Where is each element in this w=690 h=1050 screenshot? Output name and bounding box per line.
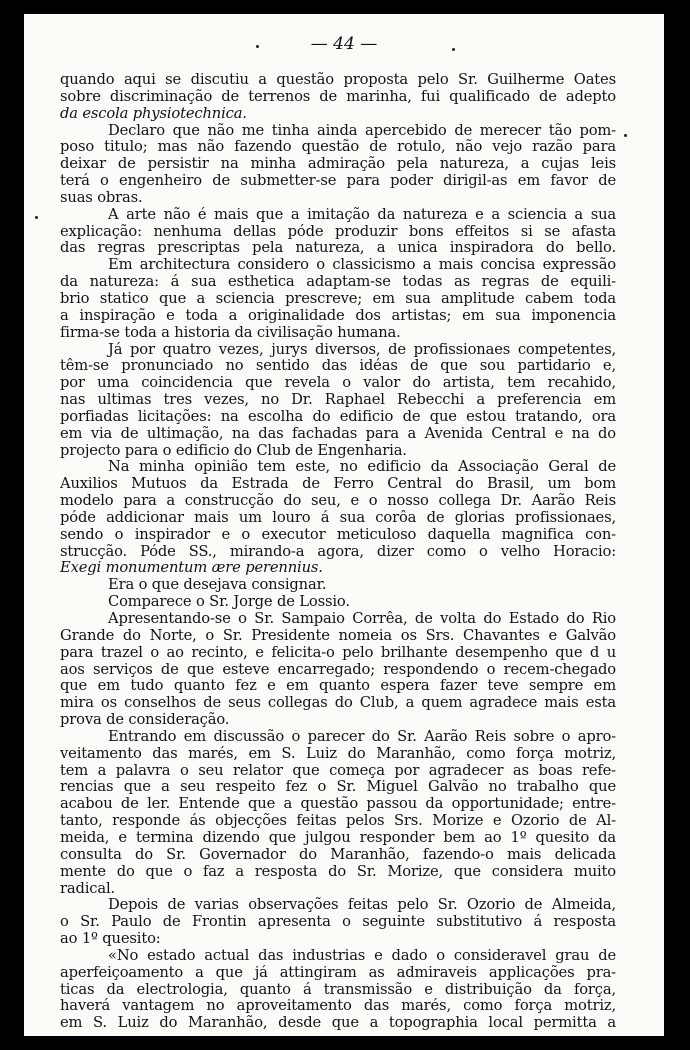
text-line: haverá vantagem no aproveitamento das marés, como força motriz, [60,998,616,1015]
text-line: póde addicionar mais um louro á sua corôa de glorias profissionaes, [60,509,616,526]
text-line: poso titulo; mas não fazendo questão de rotulo, não vejo razão para [60,139,616,156]
text-line: sobre discriminação de terrenos de marinha, fui qualificado de adepto [60,88,616,105]
text-line: Era o que desejava consignar. [108,577,327,594]
text-line: o Sr. Paulo de Frontin apresenta o seguinte substitutivo á resposta [60,914,616,931]
text-line: para trazel o ao recinto, e felicita-o pelo brilhante desempenho que d u [60,644,616,661]
text-line: Entrando em discussão o parecer do Sr. Aarão Reis sobre o apro- [108,728,616,745]
text-line: Na minha opinião tem este, no edificio da Associação Geral de [108,459,616,476]
text-line: Apresentando-se o Sr. Sampaio Corrêa, de volta do Estado do Rio [108,611,616,627]
body-text [60,72,616,1032]
text-line: que em tudo quanto fez e em quanto espera fazer teve sempre em [60,678,616,695]
text-line: Exegi monumentum ære perennius. [60,560,323,577]
ink-speck [452,48,455,51]
text-line: ticas da electrologia, quanto á transmissão e distribuição da força, [60,981,616,998]
text-line: explicação: nenhuma dellas póde produzir bons effeitos si se afasta [60,223,616,240]
text-line: modelo para a construcção do seu, e o nosso collega Dr. Aarão Reis [60,493,616,510]
text-line: aperfeiçoamento a que já attingiram as admiraveis applicações pra- [60,964,616,981]
text-line: tem a palavra o seu relator que começa por agradecer as boas refe- [60,762,616,779]
ink-speck [624,134,627,137]
text-line: radical. [60,880,116,897]
ink-speck [256,45,259,48]
text-line: Auxilios Mutuos da Estrada de Ferro Central do Brasil, um bom [60,476,616,493]
text-line: Já por quatro vezes, jurys diversos, de profissionaes competentes, [108,341,616,358]
page-number: — 44 — [310,34,378,54]
text-line: Depois de varias observações feitas pelo Sr. Ozorio de Almeida, [108,897,616,914]
text-line: sendo o inspirador e o executor meticuloso daquella magnifica con- [60,526,616,543]
text-line: Comparece o Sr. Jorge de Lossio. [108,594,350,611]
text-line: ao 1º quesito: [60,931,161,948]
text-line: da natureza: á sua esthetica adaptam-se todas as regras de equili- [60,274,616,291]
text-line: mente do que o faz a resposta do Sr. Morize, que considera muito [60,863,616,880]
text-line: strucção. Póde SS., mirando-a agora, dizer como o velho Horacio: [60,543,616,560]
ink-speck [35,216,38,219]
text-line: Grande do Norte, o Sr. Presidente nomeia os Srs. Chavantes e Galvão [60,627,616,644]
text-line: consulta do Sr. Governador do Maranhão, fazendo-o mais delicada [60,846,616,863]
text-line: Declaro que não me tinha ainda apercebido de merecer tão pom- [108,122,616,139]
text-line: aos serviços de que esteve encarregado; respondendo o recem-chegado [60,661,616,678]
text-line: das regras prescriptas pela natureza, a unica inspiradora do bello. [60,240,616,257]
text-line: brio statico que a sciencia prescreve; em sua amplitude cabem toda [60,290,616,307]
text-line: meida, e termina dizendo que julgou responder bem ao 1º quesito da [60,829,616,846]
text-line: quando aqui se discutiu a questão proposta pelo Sr. Guilherme Oates [60,72,616,88]
text-line: suas obras. [60,189,143,206]
text-line: firma-se toda a historia da civilisação humana. [60,324,401,341]
text-line: acabou de ler. Entende que a questão passou da opportunidade; entre- [60,796,616,813]
book-page [24,14,664,1036]
text-line: por uma coincidencia que revela o valor do artista, tem recahido, [60,375,616,392]
text-line: em via de ultimação, na das fachadas para a Avenida Central e na do [60,425,616,442]
text-line: porfiadas licitações: na escolha do edificio de que estou tratando, ora [60,408,616,425]
text-line: deixar de persistir na minha admiração pela natureza, a cujas leis [60,156,616,173]
text-line: tanto, responde ás objecções feitas pelos Srs. Morize e Ozorio de Al- [60,813,616,830]
text-line: veitamento das marés, em S. Luiz do Maranhão, como força motriz, [60,745,616,762]
text-line: em S. Luiz do Maranhão, desde que a topographia local permitta a [60,1015,616,1032]
text-line: terá o engenheiro de submetter-se para poder dirigil-as em favor de [60,173,616,190]
text-line: nas ultimas tres vezes, no Dr. Raphael Rebecchi a preferencia em [60,392,616,409]
text-line: Em architectura considero o classicismo a mais concisa expressão [108,257,616,274]
text-line: «No estado actual das industrias e dado o consideravel grau de [108,947,616,964]
text-line: prova de consideração. [60,712,230,729]
text-line: da escola physiotechnica. [60,105,247,122]
text-line: mira os conselhos de seus collegas do Club, a quem agradece mais esta [60,695,616,712]
text-line: A arte não é mais que a imitação da natureza e a sciencia a sua [108,206,616,223]
text-line: projecto para o edificio do Club de Engenharia. [60,442,407,459]
text-line: rencias que a seu respeito fez o Sr. Miguel Galvão no trabalho que [60,779,616,796]
text-line: a inspiração e toda a originalidade dos artistas; em sua imponencia [60,307,616,324]
text-line: têm-se pronunciado no sentido das idéas de que sou partidario e, [60,358,616,375]
